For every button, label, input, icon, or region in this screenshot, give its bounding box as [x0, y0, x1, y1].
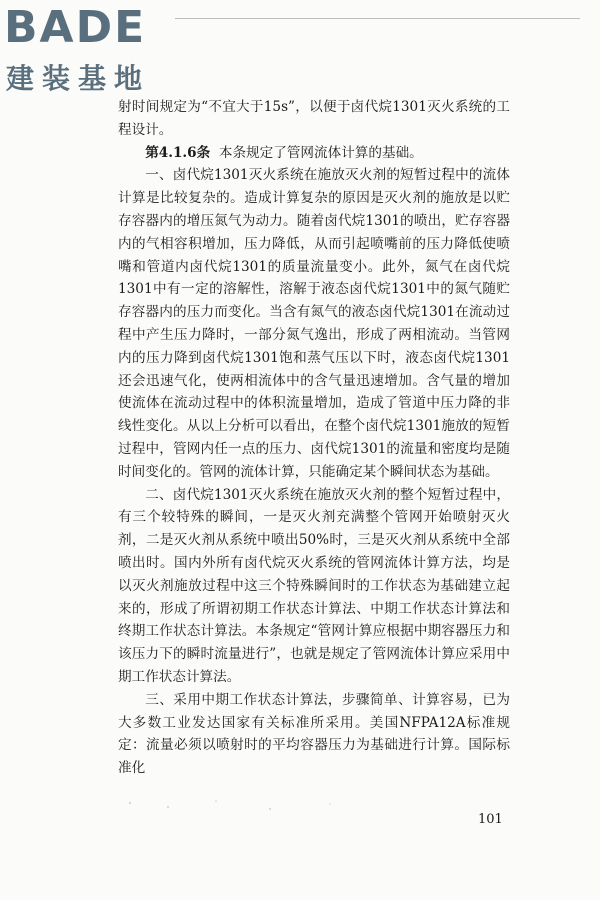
paragraph-continuation: 射时间规定为“不宜大于15s”，以便于卤代烷1301灭火系统的工程设计。	[118, 99, 510, 138]
logo-subtitle-text: 建装基地	[6, 62, 151, 95]
clause-text: 本条规定了管网流体计算的基础。	[218, 144, 423, 161]
paragraph-2: 二、卤代烷1301灭火系统在施放灭火剂的整个短暂过程中，有三个较特殊的瞬间，一是灭火剂充满整个管网开始喷射灭火剂，二是灭火剂从系统中喷出50%时，三是灭火剂从系统中全部喷出时。国内外所有卤代烷灭火系统的管网流体计算方法，均是以灭火剂施放过程中这三个特殊瞬间时的工作状态为基础建立起来的，形成了所谓初期工作状态计算法、中期工作状态计算法和终期工作状态计算法。本条规定“管网计算应根据中期容器压力和该压力下的瞬时流量进行”，也就是规定了管网流体计算应采用中期工作状态计算法。	[118, 486, 510, 685]
page-number: 101	[478, 812, 503, 827]
bade-logo	[4, 4, 204, 104]
scan-specks	[120, 795, 380, 815]
document-body	[118, 96, 510, 780]
logo-brand-text: BADE	[4, 2, 147, 53]
paragraph-1: 一、卤代烷1301灭火系统在施放灭火剂的短暂过程中的流体计算是比较复杂的。造成计算复杂的原因是灭火剂的施放是以贮存容器内的增压氮气为动力。随着卤代烷1301的喷出，贮存容器内的气相容积增加，压力降低，从而引起喷嘴前的压力降低使喷嘴和管道内卤代烷1301的质量流量变小。此外，氮气在卤代烷1301中有一定的溶解性，溶解于液态卤代烷1301中的氮气随贮存容器内的压力而变化。当含有氮气的液态卤代烷1301在流动过程中产生压力降时，一部分氮气逸出，形成了两相流动。当管网内的压力降到卤代烷1301饱和蒸气压以下时，液态卤代烷1301还会迅速气化，使两相流体中的含气量迅速增加。含气量的增加使流体在流动过程中的体积流量增加，造成了管道中压力降的非线性变化。从以上分析可以看出，在整个卤代烷1301施放的短暂过程中，管网内任一点的压力、卤代烷1301的流量和密度均是随时间变化的。管网的流体计算，只能确定某个瞬间状态为基础。	[118, 167, 510, 480]
header-rule	[175, 18, 580, 19]
clause-number: 第4.1.6条	[145, 144, 211, 161]
clause-heading	[118, 142, 510, 165]
paragraph-3: 三、采用中期工作状态计算法，步骤简单、计算容易，已为大多数工业发达国家有关标准所采用。美国NFPA12A标准规定：流量必须以喷射时的平均容器压力为基础进行计算。国际标准化	[118, 691, 510, 777]
